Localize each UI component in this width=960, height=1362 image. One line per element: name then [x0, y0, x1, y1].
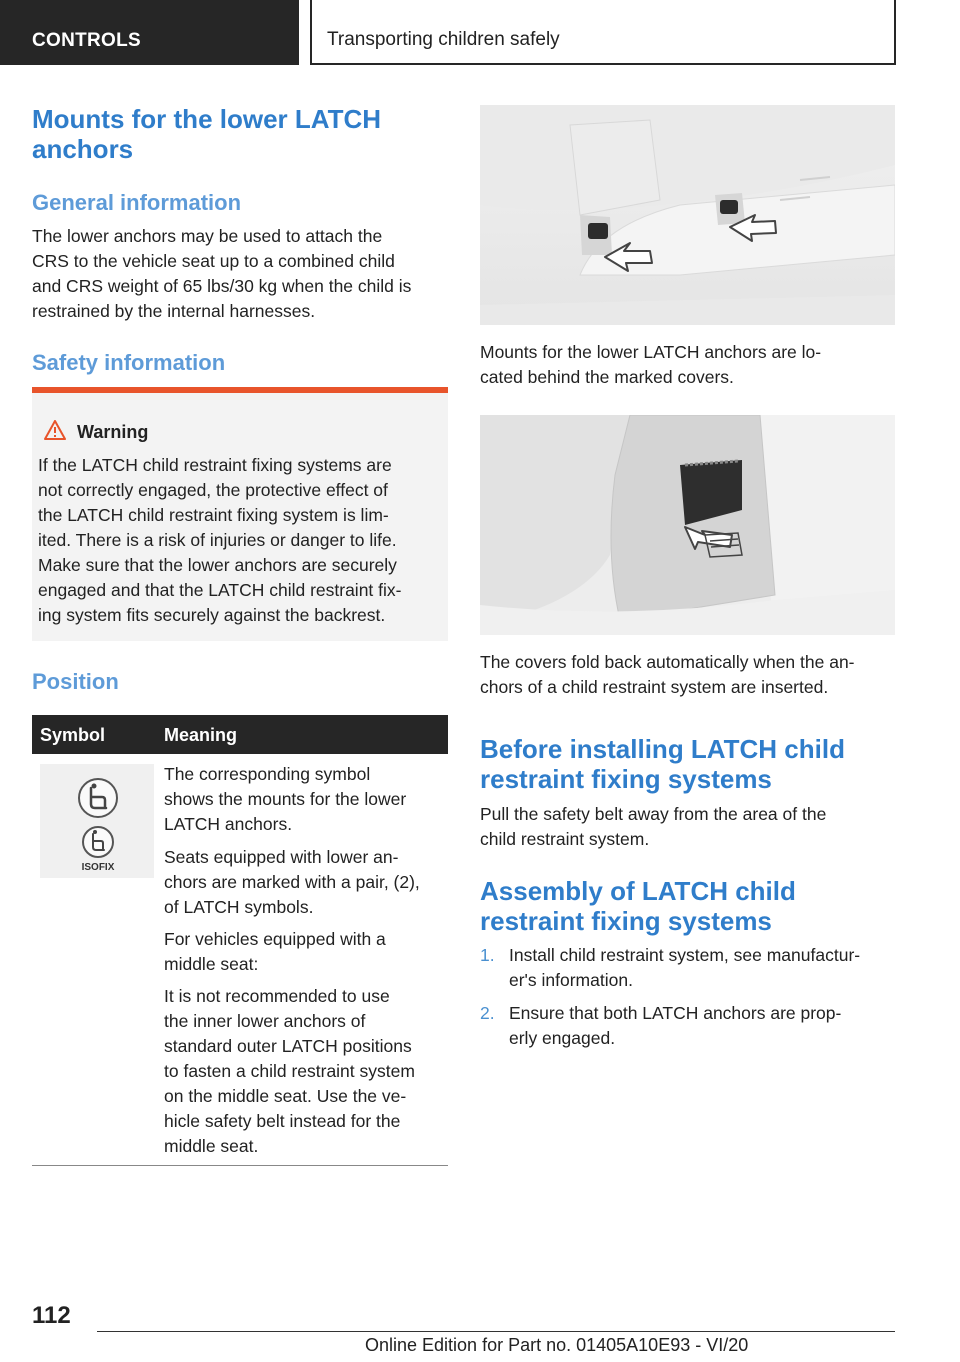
warning-text: [38, 453, 442, 628]
col-meaning: Meaning: [164, 725, 238, 745]
table-divider: [156, 754, 157, 1166]
heading-line: restraint fixing systems: [480, 764, 772, 794]
assembly-heading: [480, 876, 796, 936]
text-line: middle seat:: [164, 954, 259, 974]
text-line: and CRS weight of 65 lbs/30 kg when the child is: [32, 276, 412, 296]
page-number: 112: [32, 1302, 71, 1329]
step-number: 2.: [480, 1003, 495, 1023]
text-line: The corresponding symbol: [164, 764, 371, 784]
table-header: [32, 715, 448, 754]
text-line: child restraint system.: [480, 829, 650, 849]
text-line: For vehicles equipped with a: [164, 929, 386, 949]
text-line: CRS to the vehicle seat up to a combined child: [32, 251, 395, 271]
text-line: engaged and that the LATCH child restraint fix-: [38, 580, 402, 600]
text-line: ing system fits securely against the backrest.: [38, 605, 386, 625]
text-line: erly engaged.: [509, 1028, 616, 1048]
meaning-p3: [164, 927, 444, 977]
heading-line: Assembly of LATCH child: [480, 876, 796, 906]
text-line: not correctly engaged, the protective effect of: [38, 480, 388, 500]
step-number: 1.: [480, 945, 495, 965]
rear-seat-anchors-image: [480, 105, 895, 325]
text-line: It is not recommended to use: [164, 986, 390, 1006]
text-line: Make sure that the lower anchors are securely: [38, 555, 397, 575]
text-line: chors are marked with a pair, (2),: [164, 872, 420, 892]
text-line: shows the mounts for the lower: [164, 789, 407, 809]
text-line: LATCH anchors.: [164, 814, 293, 834]
general-text: [32, 224, 452, 324]
text-line: middle seat.: [164, 1136, 259, 1156]
meaning-p2: [164, 845, 444, 920]
col-symbol: Symbol: [40, 725, 106, 745]
text-line: restrained by the internal harnesses.: [32, 301, 316, 321]
text-line: er's information.: [509, 970, 633, 990]
table-bottom-rule: [32, 1165, 448, 1166]
isofix-label: ISOFIX: [81, 862, 115, 873]
text-line: Seats equipped with lower an-: [164, 847, 399, 867]
position-heading: Position: [32, 669, 119, 694]
text-line: hicle safety belt instead for the: [164, 1111, 401, 1131]
text-line: cated behind the marked covers.: [480, 367, 734, 387]
warning-box: [32, 387, 448, 641]
text-line: Install child restraint system, see manufactur-: [509, 945, 861, 965]
text-line: of LATCH symbols.: [164, 897, 314, 917]
text-line: standard outer LATCH positions: [164, 1036, 412, 1056]
page-title-line1: Mounts for the lower LATCH: [32, 104, 382, 134]
text-line: The covers fold back automatically when the an-: [480, 652, 855, 672]
anchor-cover-closeup-image: [480, 415, 895, 635]
chapter-tab: [310, 0, 896, 65]
warning-triangle-icon: [44, 420, 66, 440]
text-line: Ensure that both LATCH anchors are prop-: [509, 1003, 842, 1023]
text-line: to fasten a child restraint system: [164, 1061, 415, 1081]
footer-rule: [97, 1331, 895, 1332]
chapter-label: Transporting children safely: [327, 29, 560, 50]
safety-heading: Safety information: [32, 350, 226, 375]
section-label: CONTROLS: [32, 30, 142, 51]
text-line: the LATCH child restraint fixing system is lim-: [38, 505, 389, 525]
symbol-cell: [40, 764, 154, 878]
page-title-line2: anchors: [32, 134, 134, 164]
list-item: [480, 943, 900, 993]
meaning-p4: [164, 984, 444, 1159]
section-tab: [0, 0, 299, 65]
latch-seat-icon: [40, 764, 154, 878]
text-line: The lower anchors may be used to attach the: [32, 226, 383, 246]
text-line: If the LATCH child restraint fixing systems are: [38, 455, 392, 475]
heading-line: Before installing LATCH child: [480, 734, 845, 764]
warning-title: Warning: [77, 422, 149, 442]
before-text: [480, 802, 900, 852]
general-heading: General information: [32, 190, 242, 215]
meaning-p1: [164, 762, 444, 837]
text-line: chors of a child restraint system are inserted.: [480, 677, 829, 697]
caption-1: [480, 340, 900, 390]
text-line: ited. There is a risk of injuries or danger to life.: [38, 530, 397, 550]
text-line: the inner lower anchors of: [164, 1011, 366, 1031]
text-line: on the middle seat. Use the ve-: [164, 1086, 407, 1106]
caption-2: [480, 650, 900, 700]
page-title: [32, 104, 381, 164]
edition-text: Online Edition for Part no. 01405A10E93 - VI/20: [365, 1335, 749, 1355]
text-line: Pull the safety belt away from the area of the: [480, 804, 827, 824]
before-heading: [480, 734, 845, 794]
heading-line: restraint fixing systems: [480, 906, 772, 936]
list-item: [480, 1001, 900, 1051]
text-line: Mounts for the lower LATCH anchors are lo-: [480, 342, 822, 362]
